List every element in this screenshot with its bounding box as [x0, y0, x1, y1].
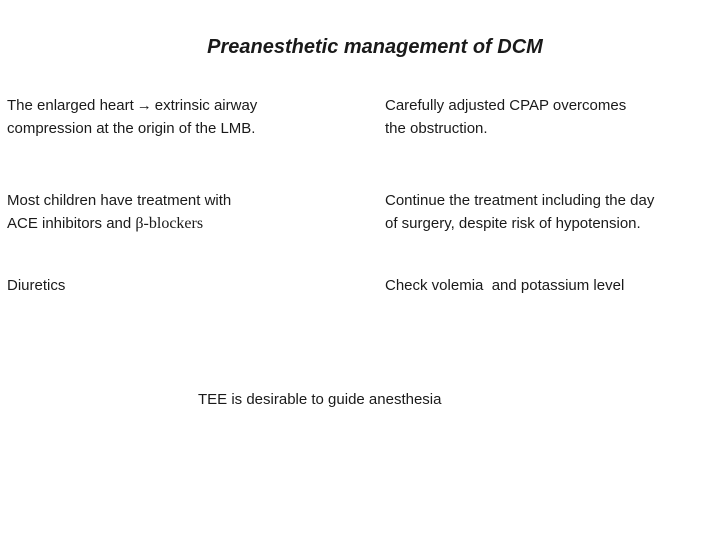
row2-right-line2: of surgery, despite risk of hypotension.: [385, 215, 641, 232]
footer-note: TEE is desirable to guide anesthesia: [198, 391, 442, 408]
right-arrow-icon: →: [136, 97, 152, 114]
row3-left-text: [7, 274, 337, 297]
row2-left-text: [7, 189, 337, 235]
row1-left-text: [7, 94, 337, 140]
row1-right-line1: Carefully adjusted CPAP overcomes: [385, 97, 627, 114]
row1-left-line1-post: extrinsic airway: [154, 97, 258, 114]
row2-right-line1: Continue the treatment including the day: [385, 192, 655, 209]
row2-left-line2-pre: ACE inhibitors and: [7, 215, 132, 232]
row3-right-line1: Check volemia and potassium level: [385, 277, 625, 294]
row2-left-beta-blockers: β-blockers: [135, 215, 204, 232]
row1-right-text: [385, 94, 710, 140]
row3-right-text: [385, 274, 710, 297]
row1-right-line2: the obstruction.: [385, 120, 488, 137]
slide-title: Preanesthetic management of DCM: [207, 36, 543, 58]
row1-left-line2: compression at the origin of the LMB.: [7, 120, 256, 137]
row3-left-line1: Diuretics: [7, 277, 66, 294]
row1-left-line1-pre: The enlarged heart: [7, 97, 134, 114]
row2-right-text: [385, 189, 710, 235]
row2-left-line1: Most children have treatment with: [7, 192, 232, 209]
